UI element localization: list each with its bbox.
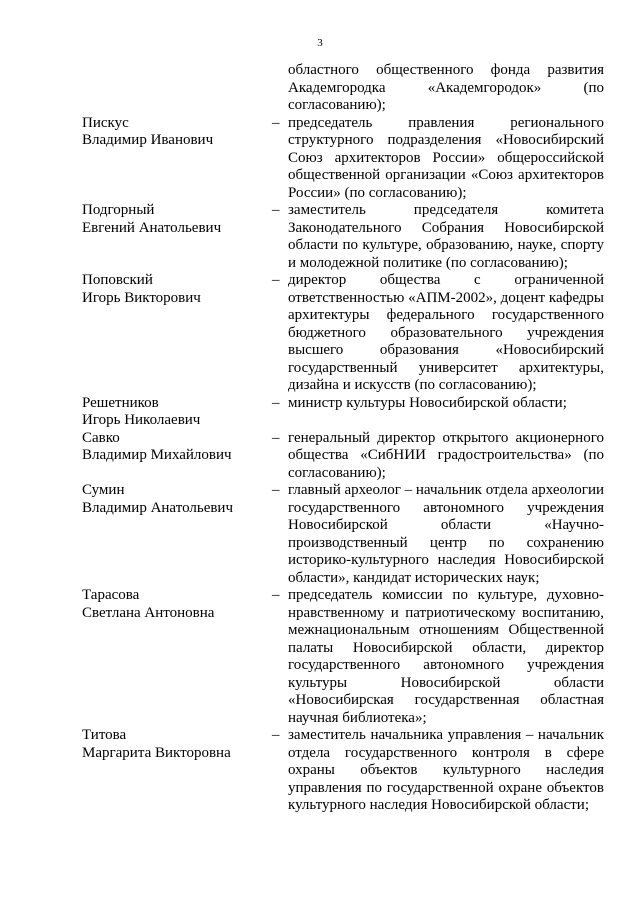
dash-separator: – xyxy=(272,114,280,131)
member-description: главный археолог – начальник отдела археологии государственного автономного учреждения Новосибирской области «Научно-производственный центр по сохранению историко-культурного наследия Новосибирской области», кандидат исторических наук; xyxy=(288,482,604,586)
member-given-names: Светлана Антоновна xyxy=(82,604,215,621)
member-surname: Пискус xyxy=(82,114,129,131)
dash-separator: – xyxy=(272,272,280,288)
member-description: областного общественного фонда развития Академгородка «Академгородок» (по согласованию); xyxy=(288,62,604,113)
list-item xyxy=(0,202,640,272)
member-description: генеральный директор открытого акционерного общества «СибНИИ градостроительства» (по согласованию); xyxy=(288,429,604,481)
list-item xyxy=(0,395,640,430)
member-name xyxy=(0,202,272,237)
member-list xyxy=(0,62,640,815)
member-name xyxy=(0,587,272,622)
dash-separator: – xyxy=(272,587,280,603)
member-given-names: Маргарита Викторовна xyxy=(82,744,231,761)
member-name xyxy=(0,395,272,430)
member-given-names: Владимир Иванович xyxy=(82,132,214,148)
dash-separator: – xyxy=(272,727,280,743)
member-given-names: Владимир Анатольевич xyxy=(82,499,234,516)
dash-separator: – xyxy=(272,482,280,498)
member-surname: Савко xyxy=(82,429,120,446)
dash-separator: – xyxy=(272,394,280,411)
list-item xyxy=(0,115,640,203)
list-item xyxy=(0,587,640,727)
member-description: председатель правления регионального структурного подразделения «Новосибирский Союз архитекторов России» общероссийской общественной организации «Союз архитекторов России» (по согласованию); xyxy=(288,114,604,201)
list-item xyxy=(0,430,640,483)
member-surname: Титова xyxy=(82,727,127,743)
member-name xyxy=(0,727,272,762)
member-given-names: Евгений Анатольевич xyxy=(82,219,222,236)
member-name xyxy=(0,115,272,150)
member-given-names: Игорь Викторович xyxy=(82,289,201,306)
list-item xyxy=(0,727,640,815)
list-item xyxy=(0,272,640,395)
member-name xyxy=(0,482,272,517)
member-given-names: Владимир Михайлович xyxy=(82,447,232,463)
member-description: заместитель начальника управления – начальник отдела государственного контроля в сфере охраны объектов культурного наследия управления по государственной охране объектов культурного наследия Новосибирской области; xyxy=(288,727,604,813)
member-description: министр культуры Новосибирской области; xyxy=(288,394,567,411)
member-surname: Сумин xyxy=(82,482,125,498)
list-item xyxy=(0,62,640,115)
member-surname: Тарасова xyxy=(82,587,140,603)
member-given-names: Игорь Николаевич xyxy=(82,412,201,428)
member-surname: Решетников xyxy=(82,394,159,411)
member-description: директор общества с ограниченной ответственностью «АПМ-2002», доцент кафедры архитектуры федерального государственного бюджетного образовательного учреждения высшего образования «Новосибирский государственный университет архитектуры, дизайна и искусств (по согласованию); xyxy=(288,272,604,393)
member-description: заместитель председателя комитета Законодательного Собрания Новосибирской области по культуре, образованию, науке, спорту и молодежной политике (по согласованию); xyxy=(288,202,604,271)
member-name xyxy=(0,272,272,307)
list-item xyxy=(0,482,640,587)
member-description: председатель комиссии по культуре, духовно-нравственному и патриотическому воспитанию, межнациональным отношениям Общественной палаты Новосибирской области, директор государственного автономного учреждения культуры Новосибирской области «Новосибирская государственная областная научная библиотека»; xyxy=(288,587,604,726)
member-name xyxy=(0,430,272,465)
dash-separator: – xyxy=(272,429,280,446)
member-surname: Подгорный xyxy=(82,202,155,218)
page-number: 3 xyxy=(317,37,323,49)
member-surname: Поповский xyxy=(82,272,153,288)
dash-separator: – xyxy=(272,202,280,218)
